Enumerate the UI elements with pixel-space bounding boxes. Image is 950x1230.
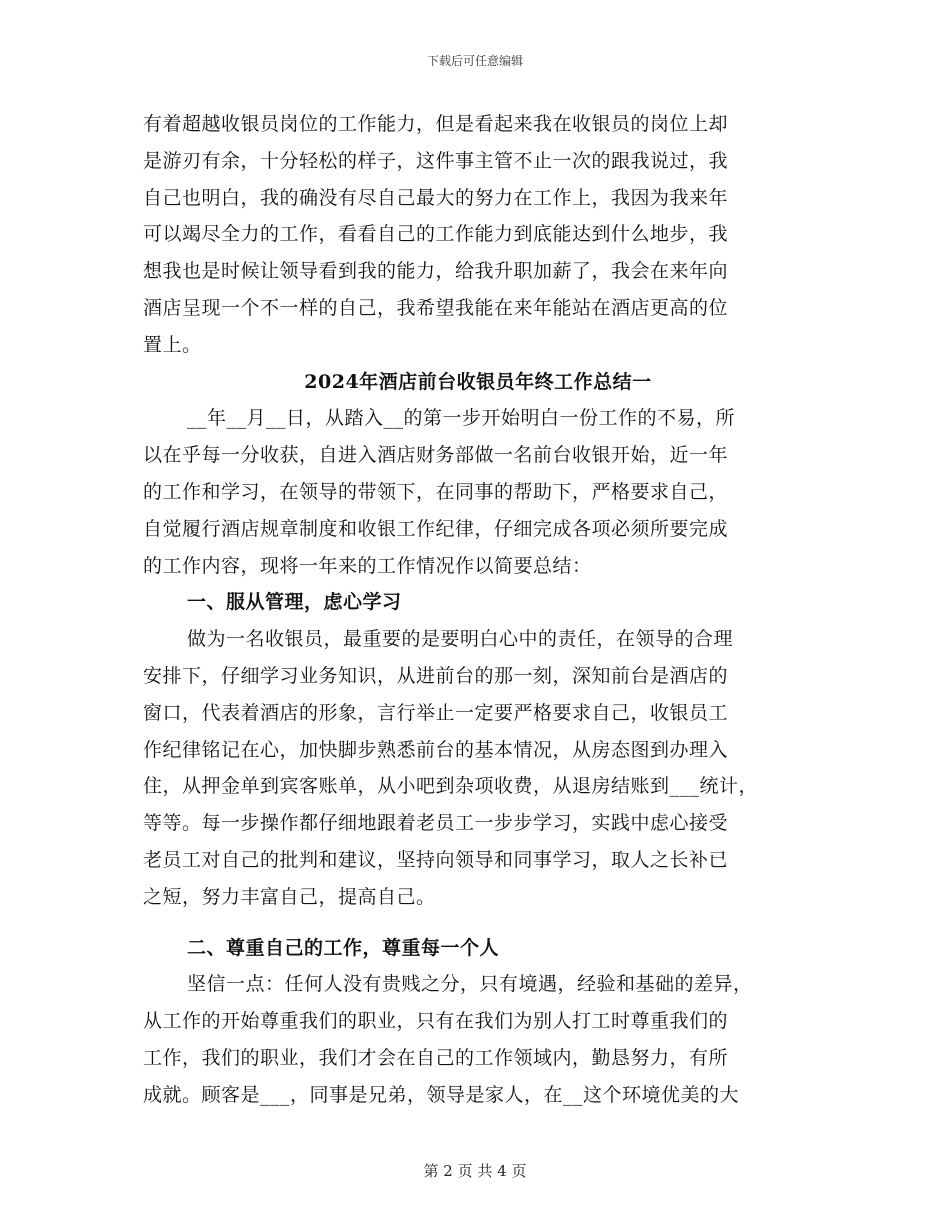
text-line: 以在乎每一分收获，自进入酒店财务部做一名前台收银开始，近一年 [143,444,729,467]
text-line: 做为一名收银员，最重要的是要明白心中的责任，在领导的合理 [187,628,734,651]
text-line: 老员工对自己的批判和建议，坚持向领导和同事学习，取人之长补已 [143,848,729,871]
text-line: 的工作内容，现将一年来的工作情况作以简要总结： [143,554,592,577]
text-line: 作纪律铭记在心，加快脚步熟悉前台的基本情况，从房态图到办理入 [143,738,729,761]
text-line: 的工作和学习，在领导的带领下，在同事的帮助下，严格要求自己， [143,480,729,503]
text-line: 酒店呈现一个不一样的自己，我希望我能在来年能站在酒店更高的位 [143,296,729,319]
text-line: 住，从押金单到宾客账单，从小吧到杂项收费，从退房结账到___统计， [143,775,759,798]
spacer [143,916,813,930]
text-line: 等等。每一步操作都仔细地跟着老员工一步步学习，实践中虑心接受 [143,812,729,835]
document-body [143,106,813,1114]
text-line: __年__月__日，从踏入__的第一步开始明白一份工作的不易，所 [187,407,736,430]
paragraph-4 [143,966,813,1113]
text-line: 成就。顾客是___，同事是兄弟，领导是家人，在__这个环境优美的大 [143,1083,740,1106]
text-line: 坚信一点：任何人没有贵贱之分，只有境遇，经验和基础的差异， [187,973,753,996]
section-heading-1: 一、服从管理，虑心学习 [187,591,402,614]
text-line: 置上。 [143,333,202,356]
text-line: 从工作的开始尊重我们的职业，只有在我们为别人打工时尊重我们的 [143,1010,729,1033]
section-heading-2: 二、尊重自己的工作，尊重每一个人 [187,936,500,959]
paragraph-2 [143,400,813,584]
text-line: 自己也明白，我的确没有尽自己最大的努力在工作上，我因为我来年 [143,186,729,209]
paragraph-3 [143,621,813,915]
text-line: 安排下，仔细学习业务知识，从进前台的那一刻，深知前台是酒店的 [143,664,729,687]
text-line: 有着超越收银员岗位的工作能力，但是看起来我在收银员的岗位上却 [143,113,729,135]
text-line: 想我也是时候让领导看到我的能力，给我升职加薪了，我会在来年向 [143,260,729,283]
text-line: 可以竭尽全力的工作，看看自己的工作能力到底能达到什么地步，我 [143,223,729,246]
text-line: 之短，努力丰富自己，提高自己。 [143,885,436,908]
text-line: 窗口，代表着酒店的形象，言行举止一定要严格要求自己，收银员工 [143,701,729,724]
document-title: 2024年酒店前台收银员年终工作总结一 [304,370,652,393]
paragraph-1 [143,106,813,364]
text-line: 是游刃有余，十分轻松的样子，这件事主管不止一次的跟我说过，我 [143,149,729,172]
page-number-footer: 第 2 页 共 4 页 [423,1162,527,1180]
text-line: 自觉履行酒店规章制度和收银工作纪律，仔细完成各项必须所要完成 [143,517,729,540]
page-header-note: 下载后可任意编辑 [426,54,523,68]
text-line: 工作，我们的职业，我们才会在自己的工作领域内，勤恳努力，有所 [143,1046,729,1069]
